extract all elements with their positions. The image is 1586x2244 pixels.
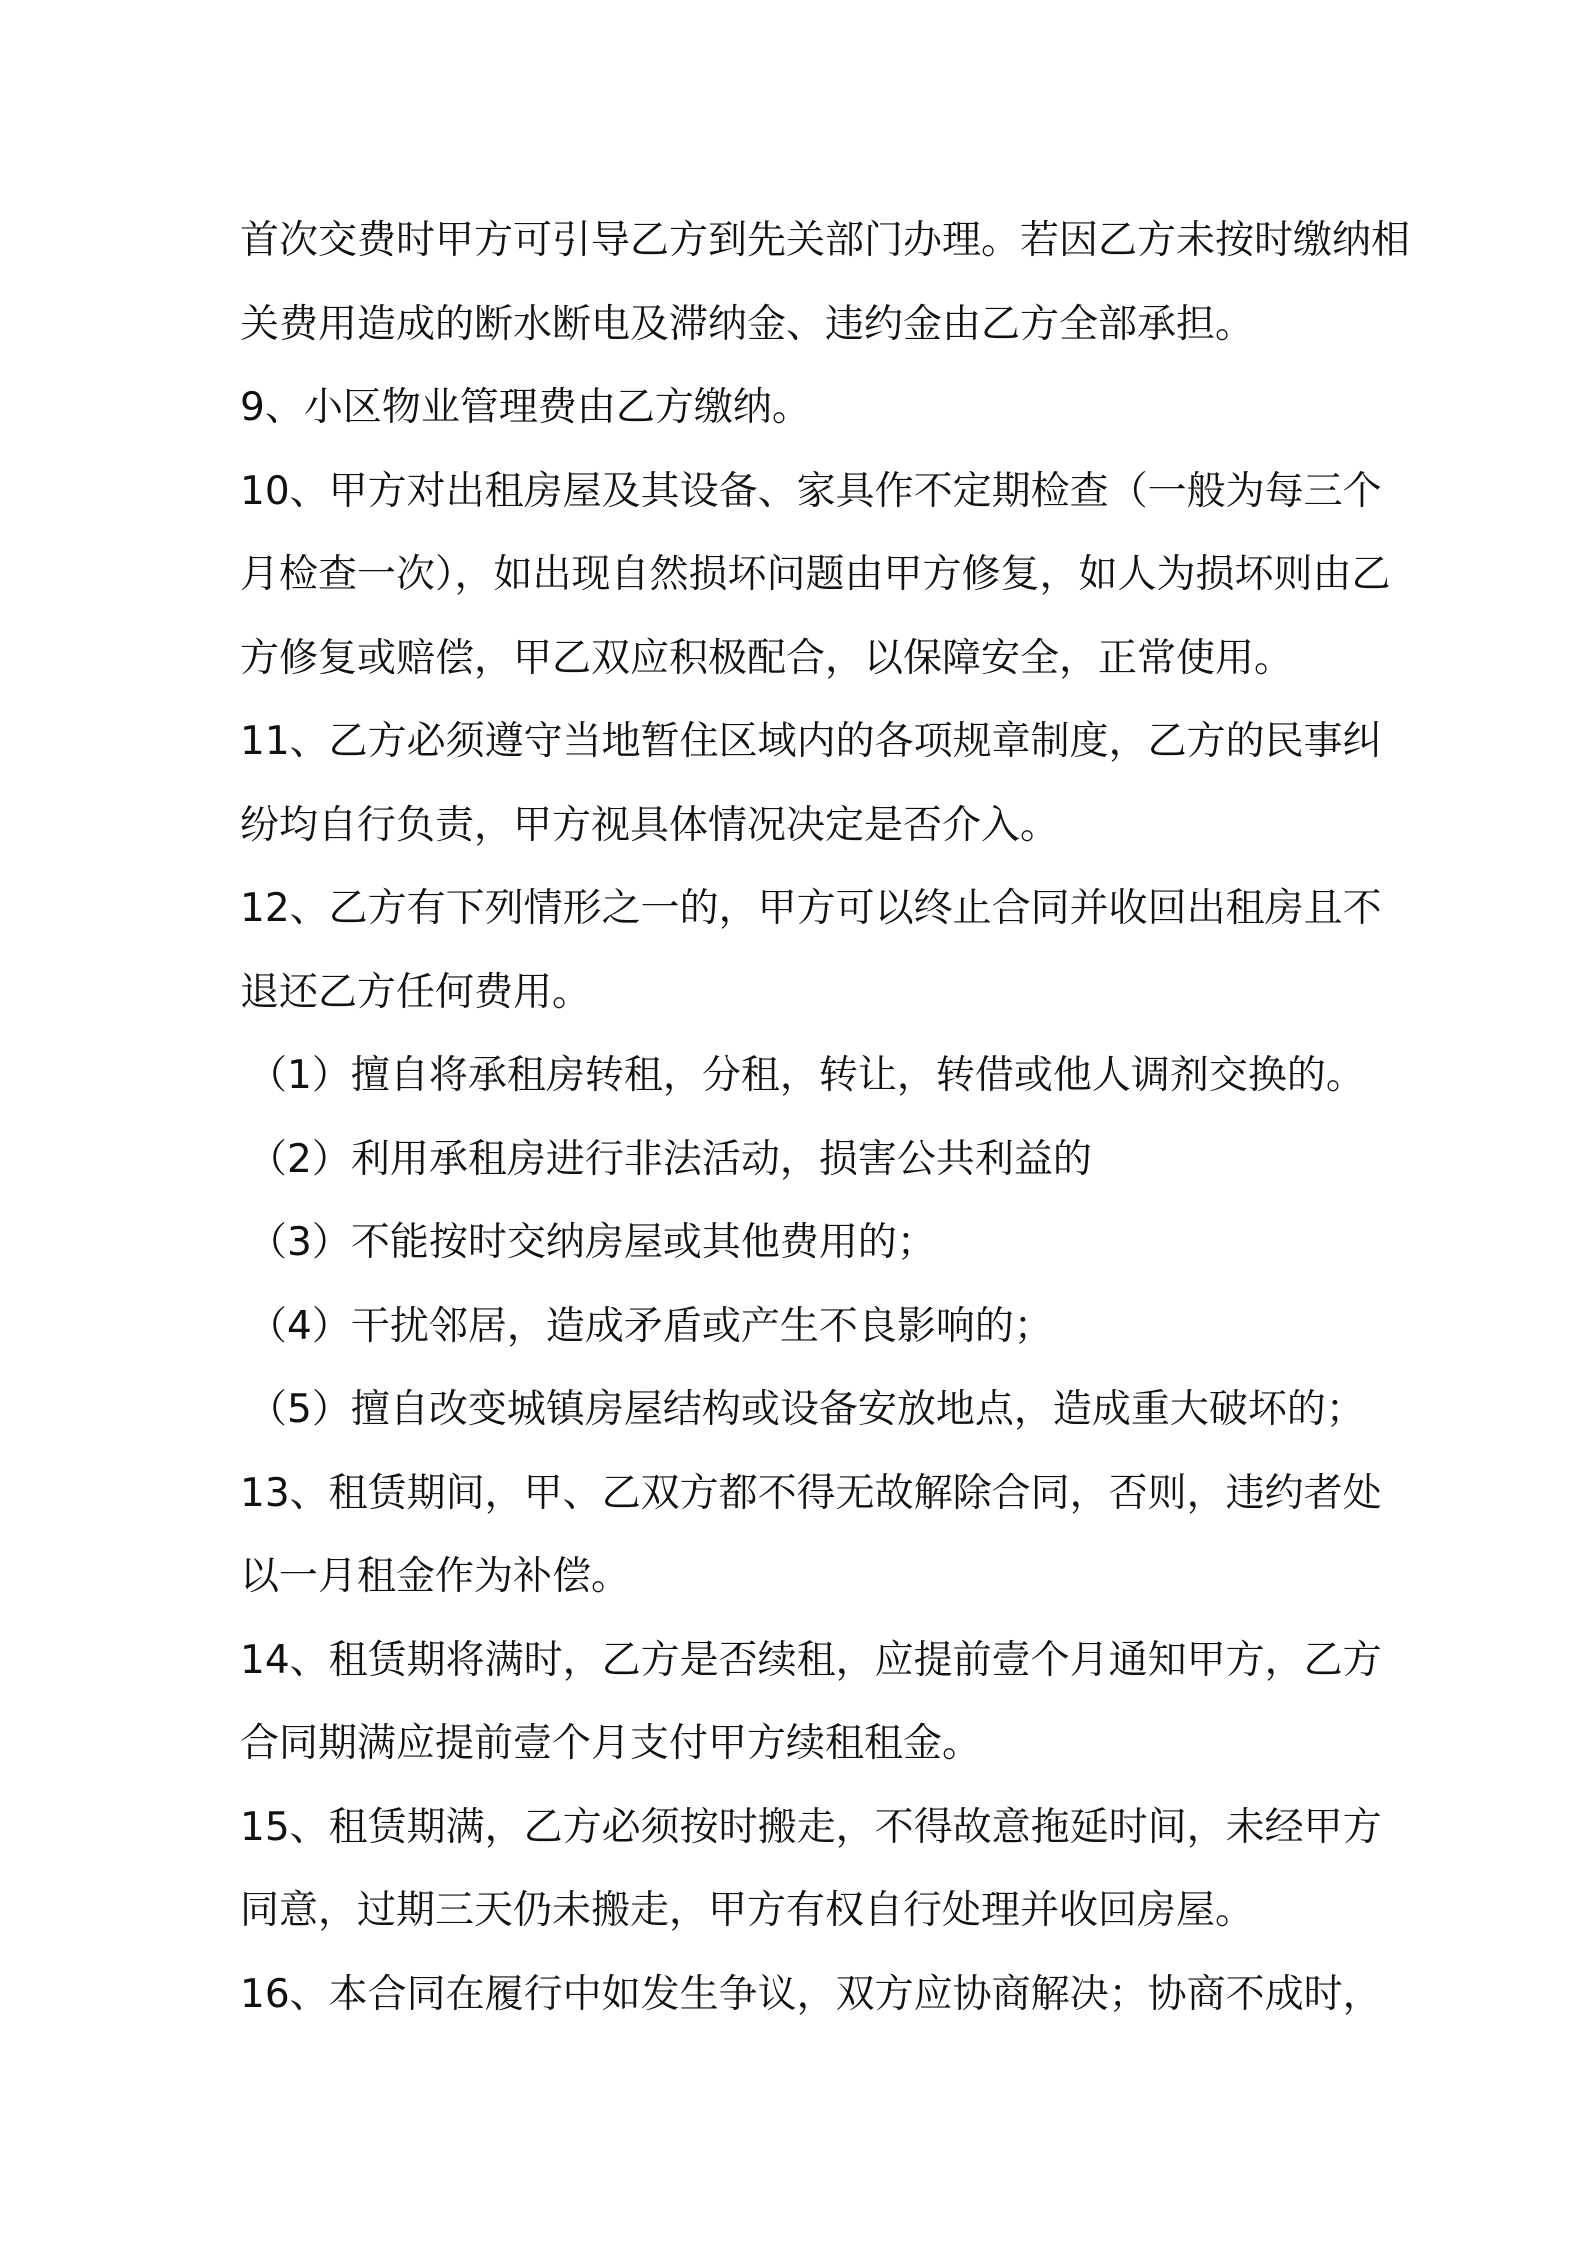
clause-12-item-3: （3）不能按时交纳房屋或其他费用的； <box>248 1220 936 1265</box>
text-line: 同意，过期三天仍未搬走，甲方有权自行处理并收回房屋。 <box>240 1888 1255 1933</box>
clause-12-item-2: （2）利用承租房进行非法活动，损害公共利益的 <box>248 1136 1092 1182</box>
contract-text-body <box>240 199 1411 2036</box>
clause-12: 12、乙方有下列情形之一的，甲方可以终止合同并收回出租房且不 <box>240 886 1382 931</box>
text-line: 月检查一次），如出现自然损坏问题由甲方修复，如人为损坏则由乙 <box>240 552 1391 597</box>
text-line: 关费用造成的断水断电及滞纳金、违约金由乙方全部承担。 <box>240 301 1255 347</box>
clause-12-item-5: （5）擅自改变城镇房屋结构或设备安放地点，造成重大破坏的； <box>248 1387 1365 1432</box>
clause-11: 11、乙方必须遵守当地暂住区域内的各项规章制度，乙方的民事纠 <box>240 719 1382 764</box>
clause-12-item-4: （4）干扰邻居，造成矛盾或产生不良影响的； <box>248 1303 1053 1349</box>
text-line: 以一月租金作为补偿。 <box>240 1554 631 1599</box>
clause-9: 9、小区物业管理费由乙方缴纳。 <box>240 385 811 430</box>
text-line: 退还乙方任何费用。 <box>240 969 592 1015</box>
clause-13: 13、租赁期间，甲、乙双方都不得无故解除合同，否则，违约者处 <box>240 1470 1382 1516</box>
clause-16: 16、本合同在履行中如发生争议，双方应协商解决；协商不成时， <box>240 1971 1382 2017</box>
text-line: 方修复或赔偿，甲乙双应积极配合，以保障安全，正常使用。 <box>240 635 1294 681</box>
text-line: 纷均自行负责，甲方视具体情况决定是否介入。 <box>240 802 1060 848</box>
clause-15: 15、租赁期满，乙方必须按时搬走，不得故意拖延时间，未经甲方 <box>240 1804 1382 1850</box>
clause-10: 10、甲方对出租房屋及其设备、家具作不定期检查（一般为每三个 <box>240 468 1382 514</box>
text-line: 合同期满应提前壹个月支付甲方续租租金。 <box>240 1721 982 1766</box>
clause-14: 14、租赁期将满时，乙方是否续租，应提前壹个月通知甲方，乙方 <box>240 1637 1382 1683</box>
clause-12-item-1: （1）擅自将承租房转租，分租，转让，转借或他人调剂交换的。 <box>248 1053 1365 1098</box>
text-line: 首次交费时甲方可引导乙方到先关部门办理。若因乙方未按时缴纳相 <box>240 218 1411 263</box>
